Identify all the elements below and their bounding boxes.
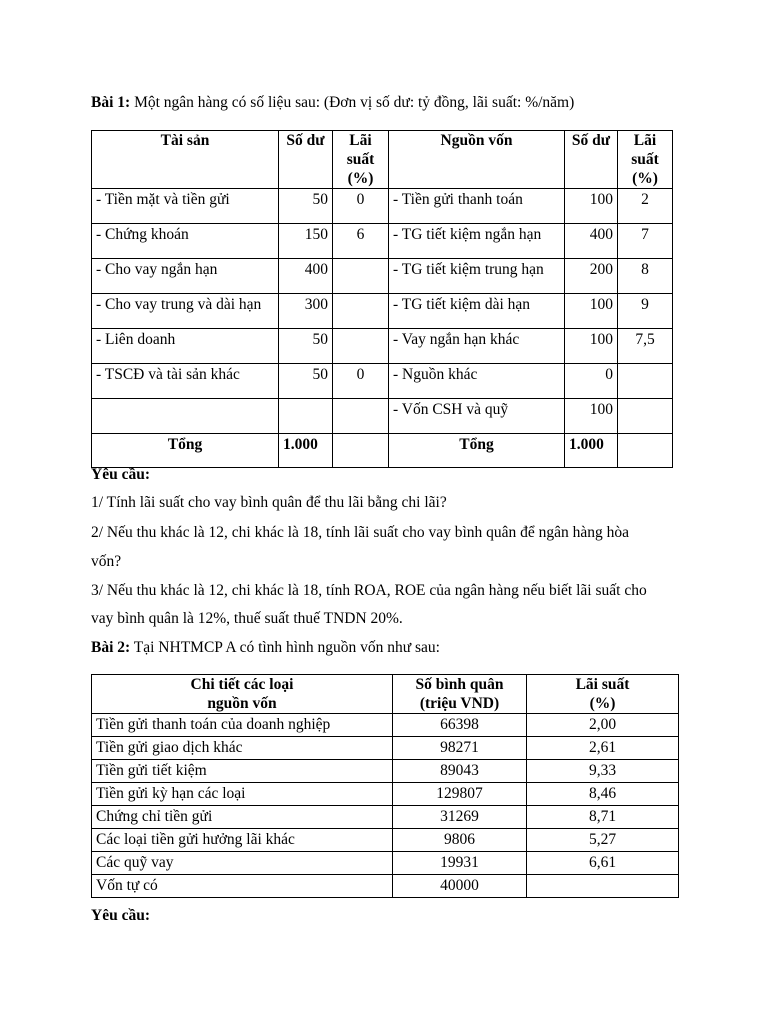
bai1-balance-table [91, 130, 673, 468]
cell-average: 31269 [393, 806, 527, 829]
cell-rate: 8,71 [527, 806, 679, 829]
bai1-question-3-line1: 3/ Nếu thu khác là 12, chi khác là 18, tính ROA, ROE của ngân hàng nếu biết lãi suất cho [91, 582, 647, 599]
bai1-question-1: 1/ Tính lãi suất cho vay bình quân để thu lãi bằng chi lãi? [91, 494, 447, 511]
cell-total-empty [618, 434, 673, 468]
table-row [92, 364, 673, 399]
cell-asset-rate [333, 294, 389, 329]
bai1-yeu-cau: Yêu cầu: [91, 466, 150, 483]
header-chi-tiet: Chi tiết các loại nguồn vốn [92, 675, 393, 714]
cell-source: - TG tiết kiệm dài hạn [389, 294, 565, 329]
cell-source-name: Chứng chỉ tiền gửi [92, 806, 393, 829]
table-row [92, 829, 679, 852]
table-row [92, 875, 679, 898]
cell-rate: 2,00 [527, 714, 679, 737]
cell-asset: - Cho vay trung và dài hạn [92, 294, 279, 329]
bai1-title [91, 94, 574, 112]
cell-asset-rate [333, 329, 389, 364]
cell-source-balance: 100 [565, 329, 618, 364]
cell-source-rate: 7,5 [618, 329, 673, 364]
cell-asset [92, 399, 279, 434]
cell-source-rate [618, 364, 673, 399]
bai1-question-2-line2: vốn? [91, 553, 122, 570]
table-header-row [92, 131, 673, 189]
table-row [92, 852, 679, 875]
table-row [92, 760, 679, 783]
cell-asset-balance: 50 [279, 329, 333, 364]
cell-asset-rate: 0 [333, 364, 389, 399]
cell-asset-rate [333, 399, 389, 434]
cell-asset: - TSCĐ và tài sản khác [92, 364, 279, 399]
header-so-du-1: Số dư [279, 131, 333, 189]
table-row [92, 714, 679, 737]
cell-average: 98271 [393, 737, 527, 760]
cell-rate [527, 875, 679, 898]
cell-source: - Nguồn khác [389, 364, 565, 399]
cell-rate: 5,27 [527, 829, 679, 852]
cell-source-name: Tiền gửi thanh toán của doanh nghiệp [92, 714, 393, 737]
bai1-heading: Bài 1: [91, 94, 131, 111]
cell-asset: - Chứng khoán [92, 224, 279, 259]
bai2-funding-table [91, 674, 679, 898]
cell-source-name: Tiền gửi tiết kiệm [92, 760, 393, 783]
bai1-question-2-line1: 2/ Nếu thu khác là 12, chi khác là 18, tính lãi suất cho vay bình quân để ngân hàng hòa [91, 524, 630, 541]
cell-source-name: Tiền gửi giao dịch khác [92, 737, 393, 760]
header-so-binh-quan: Số bình quân (triệu VND) [393, 675, 527, 714]
table-row [92, 737, 679, 760]
cell-source-balance: 100 [565, 294, 618, 329]
bai1-intro: Một ngân hàng có số liệu sau: (Đơn vị số dư: tỷ đồng, lãi suất: %/năm) [130, 94, 575, 111]
bai2-yeu-cau: Yêu cầu: [91, 907, 150, 924]
cell-source-rate [618, 399, 673, 434]
table-row [92, 294, 673, 329]
cell-rate: 8,46 [527, 783, 679, 806]
cell-rate: 2,61 [527, 737, 679, 760]
table-row [92, 399, 673, 434]
header-lai-suat-2: Lãi suất (%) [618, 131, 673, 189]
cell-average: 19931 [393, 852, 527, 875]
cell-source-rate: 7 [618, 224, 673, 259]
table-total-row [92, 434, 673, 468]
cell-source-balance: 200 [565, 259, 618, 294]
cell-asset-rate [333, 259, 389, 294]
header-so-du-2: Số dư [565, 131, 618, 189]
cell-average: 66398 [393, 714, 527, 737]
bai2-title [91, 638, 440, 657]
cell-source-name: Tiền gửi kỳ hạn các loại [92, 783, 393, 806]
cell-rate: 6,61 [527, 852, 679, 875]
cell-average: 129807 [393, 783, 527, 806]
cell-asset-balance: 150 [279, 224, 333, 259]
cell-asset-balance: 300 [279, 294, 333, 329]
header-nguon-von: Nguồn vốn [389, 131, 565, 189]
cell-average: 9806 [393, 829, 527, 852]
cell-asset-rate: 6 [333, 224, 389, 259]
cell-asset-balance: 50 [279, 364, 333, 399]
header-lai-suat: Lãi suất (%) [527, 675, 679, 714]
cell-source: - Vốn CSH và quỹ [389, 399, 565, 434]
cell-total-value: 1.000 [565, 434, 618, 468]
cell-source-rate: 2 [618, 189, 673, 224]
cell-source: - Vay ngắn hạn khác [389, 329, 565, 364]
cell-source-name: Các quỹ vay [92, 852, 393, 875]
table-row [92, 806, 679, 829]
table-row [92, 189, 673, 224]
table-row [92, 224, 673, 259]
cell-rate: 9,33 [527, 760, 679, 783]
cell-source: - Tiền gửi thanh toán [389, 189, 565, 224]
cell-total-label: Tổng [92, 434, 279, 468]
cell-source-balance: 100 [565, 399, 618, 434]
cell-asset-balance [279, 399, 333, 434]
bai2-heading: Bài 2: [91, 639, 131, 656]
cell-total-empty [333, 434, 389, 468]
cell-source: - TG tiết kiệm trung hạn [389, 259, 565, 294]
cell-source-balance: 400 [565, 224, 618, 259]
table-header-row [92, 675, 679, 714]
cell-asset-balance: 400 [279, 259, 333, 294]
cell-asset: - Tiền mặt và tiền gửi [92, 189, 279, 224]
cell-asset: - Cho vay ngắn hạn [92, 259, 279, 294]
cell-source-rate: 9 [618, 294, 673, 329]
cell-asset: - Liên doanh [92, 329, 279, 364]
cell-source: - TG tiết kiệm ngắn hạn [389, 224, 565, 259]
cell-source-name: Vốn tự có [92, 875, 393, 898]
bai2-intro: Tại NHTMCP A có tình hình nguồn vốn như sau: [130, 639, 440, 656]
cell-average: 89043 [393, 760, 527, 783]
cell-source-name: Các loại tiền gửi hưởng lãi khác [92, 829, 393, 852]
cell-source-balance: 100 [565, 189, 618, 224]
bai1-question-3-line2: vay bình quân là 12%, thuế suất thuế TNDN 20%. [91, 610, 403, 627]
table-row [92, 783, 679, 806]
cell-total-label: Tổng [389, 434, 565, 468]
header-tai-san: Tài sản [92, 131, 279, 189]
cell-asset-rate: 0 [333, 189, 389, 224]
cell-source-rate: 8 [618, 259, 673, 294]
header-lai-suat-1: Lãi suất (%) [333, 131, 389, 189]
cell-asset-balance: 50 [279, 189, 333, 224]
table-row [92, 259, 673, 294]
table-row [92, 329, 673, 364]
cell-average: 40000 [393, 875, 527, 898]
cell-source-balance: 0 [565, 364, 618, 399]
cell-total-value: 1.000 [279, 434, 333, 468]
